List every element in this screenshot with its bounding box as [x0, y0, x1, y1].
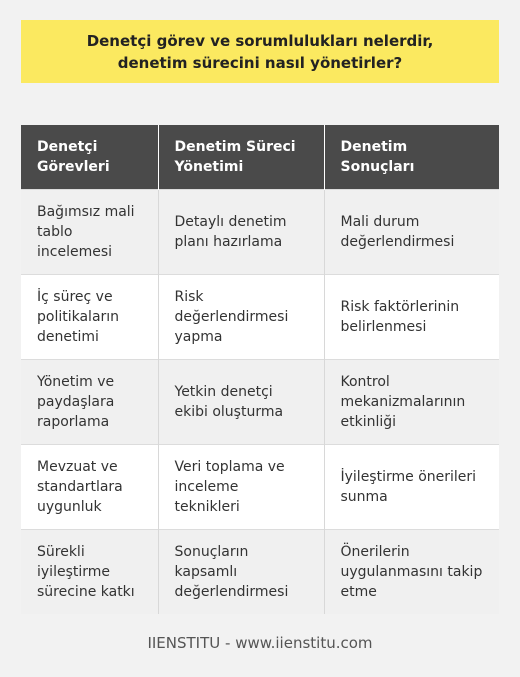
table-row [21, 359, 499, 444]
footer-credit: IIENSTITU - www.iienstitu.com [147, 634, 373, 652]
table-row [21, 189, 499, 274]
table-cell: Risk değerlendirmesi yapma [158, 274, 324, 359]
table-cell: Sonuçların kapsamlı değerlendirmesi [158, 529, 324, 614]
table-cell: Bağımsız mali tablo incelemesi [21, 189, 158, 274]
table-header-row [21, 125, 499, 189]
table-cell: İç süreç ve politikaların denetimi [21, 274, 158, 359]
table-cell: Detaylı denetim planı hazırlama [158, 189, 324, 274]
table-cell: Risk faktörlerinin belirlenmesi [324, 274, 499, 359]
table-cell: Kontrol mekanizmalarının etkinliği [324, 359, 499, 444]
column-header-auditor-duties: Denetçi Görevleri [21, 125, 158, 189]
table-cell: Yetkin denetçi ekibi oluşturma [158, 359, 324, 444]
table-row [21, 529, 499, 614]
page-title-text: Denetçi görev ve sorumlulukları nelerdir, denetim sürecini nasıl yönetirler? [86, 31, 434, 72]
table-cell: Önerilerin uygulanmasını takip etme [324, 529, 499, 614]
table-cell: Mevzuat ve standartlara uygunluk [21, 444, 158, 529]
table-cell: Mali durum değerlendirmesi [324, 189, 499, 274]
table-cell: Yönetim ve paydaşlara raporlama [21, 359, 158, 444]
table-cell: Sürekli iyileştirme sürecine katkı [21, 529, 158, 614]
page-title [21, 20, 499, 83]
table-row [21, 274, 499, 359]
column-header-audit-results: Denetim Sonuçları [324, 125, 499, 189]
table-cell: Veri toplama ve inceleme teknikleri [158, 444, 324, 529]
audit-table [21, 125, 499, 614]
table-row [21, 444, 499, 529]
table-cell: İyileştirme önerileri sunma [324, 444, 499, 529]
column-header-audit-process: Denetim Süreci Yönetimi [158, 125, 324, 189]
